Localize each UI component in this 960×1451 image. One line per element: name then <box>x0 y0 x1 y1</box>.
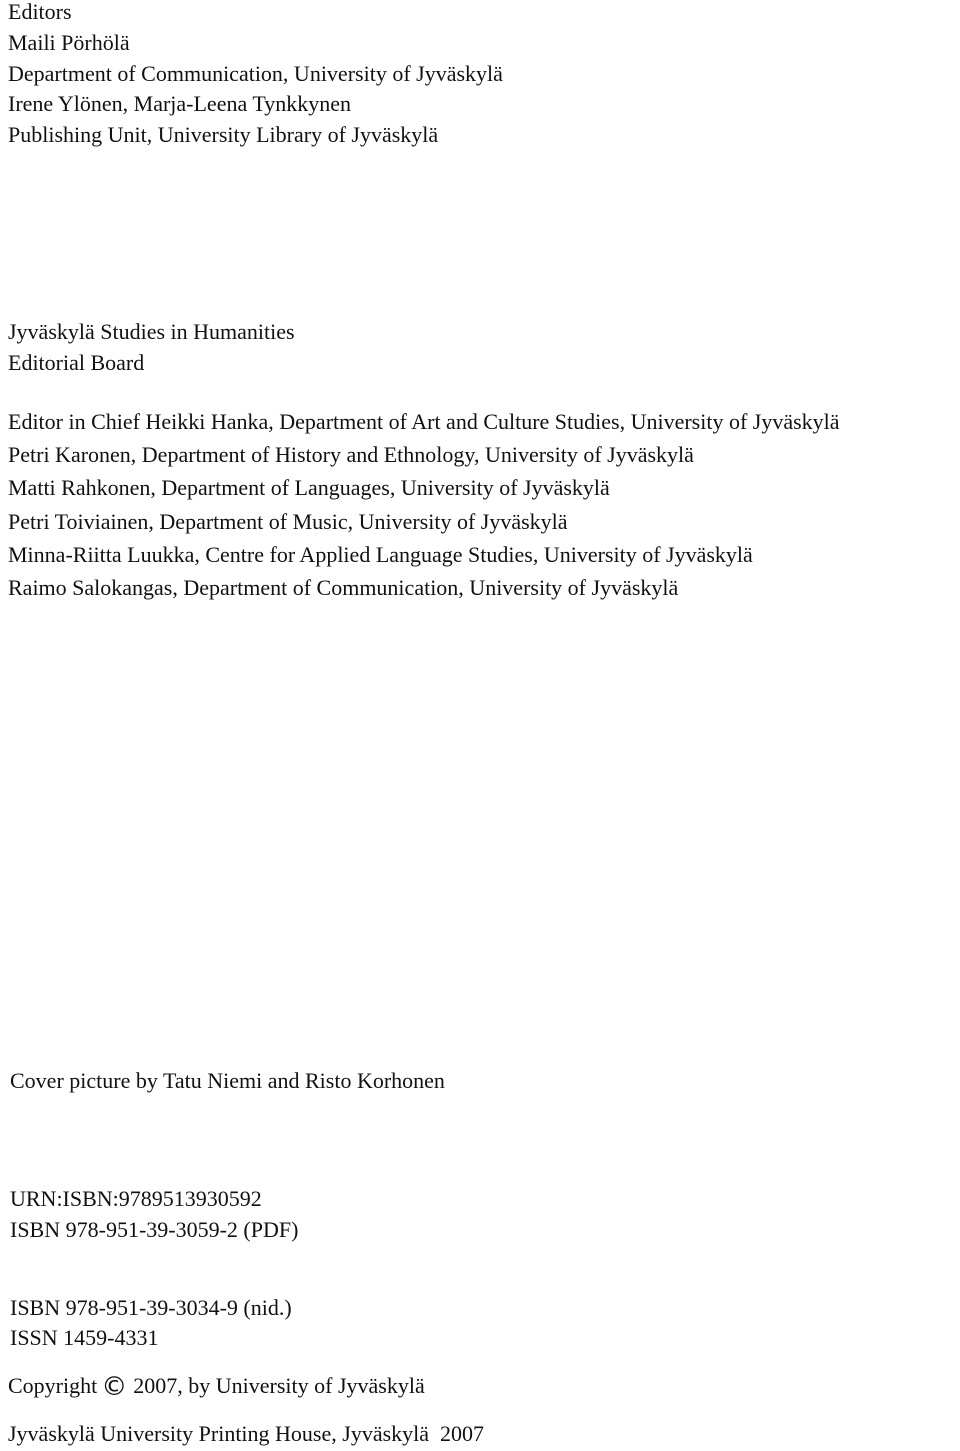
printer-name: Jyväskylä University Printing House, Jyväskylä <box>8 1421 430 1446</box>
editorial-board-heading: Editorial Board <box>8 350 145 375</box>
issn: ISSN 1459-4331 <box>10 1325 159 1350</box>
board-member-6: Raimo Salokangas, Department of Communication, University of Jyväskylä <box>8 575 679 600</box>
isbn-print: ISBN 978-951-39-3034-9 (nid.) <box>10 1295 292 1320</box>
editors-heading: Editors <box>8 0 72 24</box>
copyright-icon: © <box>101 1372 128 1402</box>
series-title: Jyväskylä Studies in Humanities <box>8 319 295 344</box>
editor-affiliation-1: Department of Communication, University of Jyväskylä <box>8 61 503 86</box>
copyright-label: Copyright <box>8 1373 98 1398</box>
board-member-1: Editor in Chief Heikki Hanka, Department of Art and Culture Studies, University of Jyväskylä <box>8 409 840 434</box>
cover-credit: Cover picture by Tatu Niemi and Risto Korhonen <box>10 1068 445 1093</box>
board-member-5: Minna-Riitta Luukka, Centre for Applied Language Studies, University of Jyväskylä <box>8 542 753 567</box>
printer-line <box>8 1420 484 1448</box>
editor-affiliation-2: Publishing Unit, University Library of Jyväskylä <box>8 122 439 147</box>
board-member-3: Matti Rahkonen, Department of Languages, University of Jyväskylä <box>8 475 610 500</box>
copyright-line <box>8 1372 425 1400</box>
isbn-pdf: ISBN 978-951-39-3059-2 (PDF) <box>10 1217 299 1242</box>
editor-name-1: Maili Pörhölä <box>8 30 130 55</box>
copyright-holder: by University of Jyväskylä <box>188 1373 425 1398</box>
copyright-year: 2007, <box>133 1373 183 1398</box>
printer-year: 2007 <box>440 1421 485 1446</box>
urn-isbn: URN:ISBN:9789513930592 <box>10 1186 262 1211</box>
editor-name-2: Irene Ylönen, Marja-Leena Tynkkynen <box>8 91 351 116</box>
board-member-2: Petri Karonen, Department of History and Ethnology, University of Jyväskylä <box>8 442 694 467</box>
board-member-4: Petri Toiviainen, Department of Music, University of Jyväskylä <box>8 509 568 534</box>
